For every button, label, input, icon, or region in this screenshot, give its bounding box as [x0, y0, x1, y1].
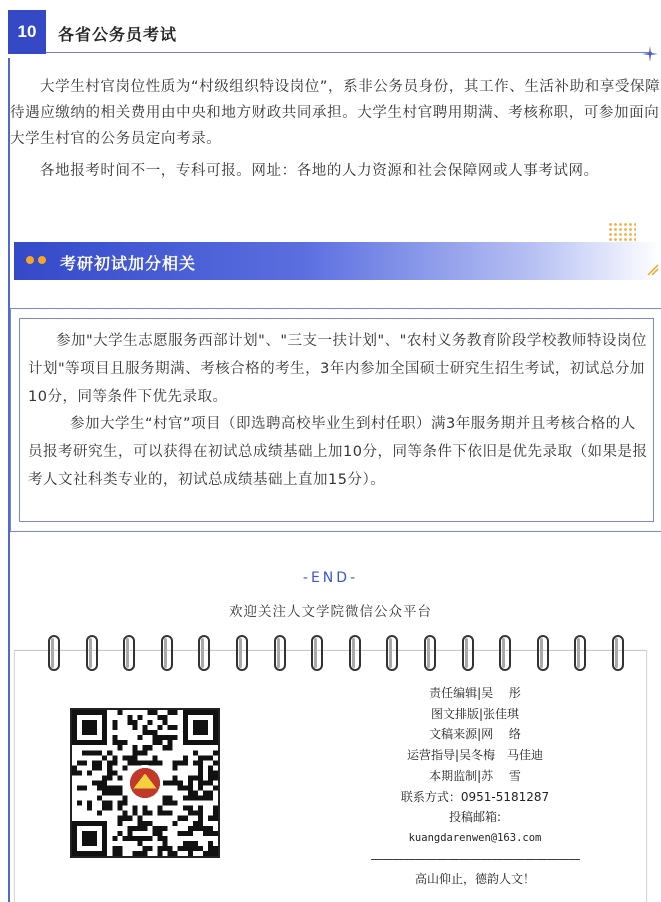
- qr-code[interactable]: [70, 708, 220, 858]
- binder-ring: [612, 634, 624, 672]
- paragraph-registration: 各地报考时间不一，专科可报。网址：各地的人力资源和社会保障网或人事考试网。: [40, 163, 599, 179]
- corner-lines-icon: [646, 262, 660, 276]
- binder-ring: [462, 634, 474, 672]
- paragraph-bonus-points: 参加"大学生志愿服务西部计划"、"三支一扶计划"、"农村义务教育阶段学校教师特设岗位计划"等项目且服务期满、考核合格的考生，3年内参加全国硕士研究生招生考试，初试总分加10分，同等条件下优先录取。: [28, 333, 647, 405]
- credit-source: 文稿来源|网 络: [429, 727, 521, 742]
- end-marker: -END-: [302, 570, 359, 586]
- credit-supervisor: 本期监制|苏 雪: [429, 768, 521, 783]
- binder-ring: [349, 634, 361, 672]
- binder-ring: [86, 634, 98, 672]
- binder-ring: [386, 634, 398, 672]
- paragraph-village-official-bonus: 参加大学生“村官”项目（即选聘高校毕业生到村任职）满3年服务期并且考核合格的人员报考研究生，可以获得在初试总成绩基础上加10分，同等条件下依旧是优先录取（如果是报考人文社科类专业的，初试总成绩基础上直加15分）。: [28, 416, 648, 488]
- sparkle-icon: [642, 46, 658, 62]
- binder-ring: [123, 634, 135, 672]
- credit-rule: ———————————————————: [370, 851, 580, 866]
- credit-editor: 责任编辑|吴 彤: [429, 686, 521, 700]
- binder-ring: [574, 634, 586, 672]
- credit-email-label: 投稿邮箱:: [448, 810, 502, 825]
- credit-slogan: 高山仰止，德韵人文！: [414, 872, 535, 887]
- banner-dots-icon: [26, 256, 46, 264]
- section-number-badge: 10: [8, 10, 46, 54]
- binder-ring: [499, 634, 511, 672]
- subsection-title: 考研初试加分相关: [60, 254, 197, 273]
- binder-ring: [311, 634, 323, 672]
- binder-ring: [424, 634, 436, 672]
- paragraph-village-official: 大学生村官岗位性质为“村级组织特设岗位”，系非公务员身份，其工作、生活补助和享受保障待遇应缴纳的相关费用由中央和地方财政共同承担。大学生村官聘用期满、考核称职，可参加面向大学生村官的公务员定向考录。: [10, 79, 661, 147]
- binder-ring: [161, 634, 173, 672]
- binder-ring: [537, 634, 549, 672]
- card-top-edge: [14, 650, 647, 651]
- binder-ring: [48, 634, 60, 672]
- credit-ops: 运营指导|吴冬梅 马佳迪: [406, 748, 544, 763]
- title-divider: [46, 52, 652, 53]
- credit-layout: 图文排版|张佳琪: [430, 706, 520, 721]
- binder-ring: [198, 634, 210, 672]
- binder-ring: [274, 634, 286, 672]
- binder-ring: [236, 634, 248, 672]
- section-title: 各省公务员考试: [58, 25, 178, 44]
- follow-prompt: 欢迎关注人文学院微信公众平台: [229, 604, 432, 620]
- credit-email[interactable]: kuangdarenwen@163.com: [408, 831, 542, 844]
- credit-contact: 联系方式：0951-5181287: [400, 789, 550, 804]
- credits-block: [360, 683, 590, 890]
